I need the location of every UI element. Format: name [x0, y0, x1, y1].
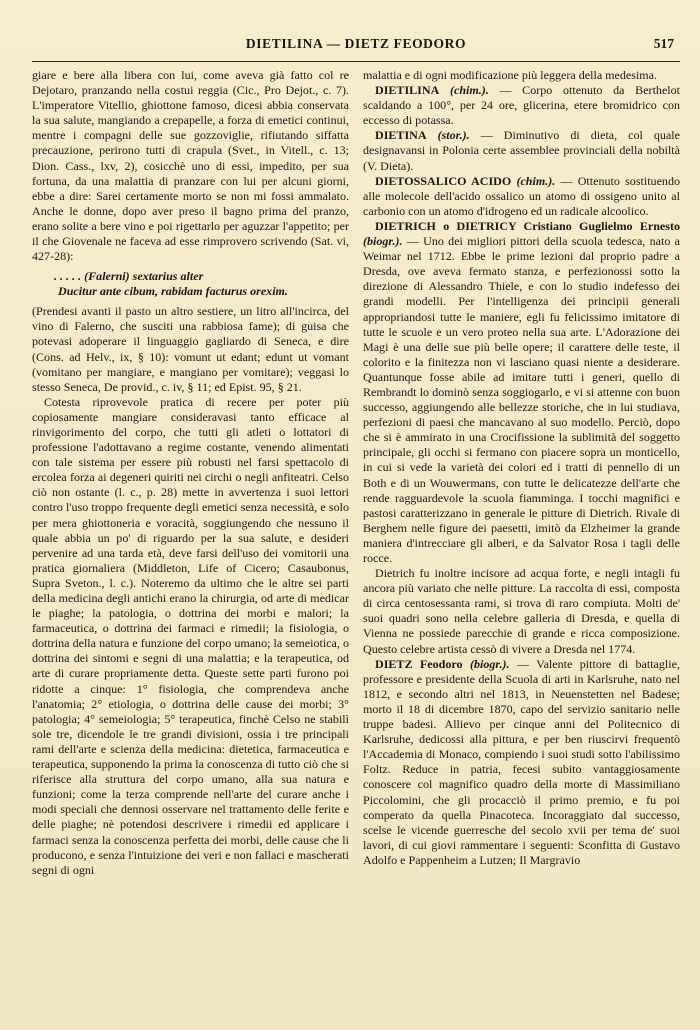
paragraph: Dietrich fu inoltre incisore ad acqua forte, e negli intagli fu ancora più variato che nelle pitture. La raccolta di essi, composta di circa centosessanta rami, si trova di raro compiuta. Molti de' suoi quadri sono nella celebre galleria di Dresda, e quella di Vienna ne possiede parecchie di grande e ricca composizione. Questo celebre artista cessò di vivere a Dresda nel 1774.	[363, 566, 680, 656]
latin-quotation	[54, 269, 349, 299]
verse-line: Ducitur ante cibum, rabidam facturus orexim.	[58, 284, 288, 299]
header-rule	[32, 61, 680, 62]
entry-dietossalico	[363, 174, 680, 219]
entry-headword: DIETRICH o DIETRICY Cristiano Guglielmo Ernesto	[375, 218, 680, 233]
entry-text: — Ottenuto sostituendo alle molecole dell'acido ossalico un atomo di ossigeno unito al carbonio con un atomo d'idrogeno ed un radicale alcoolico.	[363, 173, 680, 218]
entry-text: — Diminutivo di dieta, col quale designavansi in Polonia certe assemblee provinciali della nobiltà (V. Dieta).	[363, 128, 680, 173]
entry-category: (stor.).	[437, 128, 470, 143]
entry-category: (chim.).	[449, 83, 489, 98]
paragraph: giare e bere alla libera con lui, come aveva già fatto col re Dejotaro, pranzando nella costui reggia (Cic., Pro Dejot., c. 7). L'imperatore Vitellio, ghiottone famoso, dicesi abbia conservata la sua salute, mangiando a crepapelle, a forza di emetici continui, mentre i compagni delle sue gozzoviglie, rifiutando siffatta precauzione, perirono tutti di crapula (Svet., in Vitell., c. 13; Dion. Cass., lxv, 2), cosicchè uno di essi, impedito, per sua fortuna, da una malattia di pranzare con lui per alcuni giorni, ebbe a dire: Sarei certamente morto se non mi fossi ammalato. Anche le donne, dopo aver preso il bagno prima del pranzo, erano solite a bere vino e poi rigettarlo per aguzzar l'appetito; per il che Giovenale ne faceva ad esse rimprovero scrivendo (Sat. vi, 427-28):	[32, 68, 349, 264]
entry-dietilina	[363, 83, 680, 128]
entry-category: (biogr.).	[363, 234, 403, 249]
running-title: DIETILINA — DIETZ FEODORO	[245, 36, 467, 51]
page-number: 517	[653, 36, 674, 51]
left-column	[32, 68, 349, 1030]
entry-category: (chim.).	[516, 173, 556, 188]
entry-dietrich	[363, 219, 680, 566]
entry-dietina	[363, 128, 680, 173]
right-column	[363, 68, 680, 1030]
entry-text: — Valente pittore di battaglie, professore e presidente della Scuola di arti in Karlsruhe, nato nel 1812, e secondo altri nel 1813, in Neuenstetten nel Badese; morto il 18 di dicembre 1870, capo del servizio sanitario nelle truppe badesi. Allievo per cinque anni del Politecnico di Karlsruhe, dedicossi alla pittura, e per ben riuscirvi frequentò l'Accademia di Monaco, compiendo i suoi studi sotto l'abilissimo Foltz. Reduce in patria, fecesi subito vantaggiosamente conoscere col magnifico quadro della morte di Massimiliano Piccolomini, che gli procacciò il primo premio, e fu poi comperato da quella Pinacoteca. Incoraggiato dal successo, scelse le vicende guerresche del secolo xvii per tema de' suoi lavori, di cui giovi rammentare i seguenti: Sconfitta di Gustavo Adolfo e Pappenheim a Lutzen; Il Margravio	[363, 656, 680, 867]
entry-dietz	[363, 657, 680, 868]
entry-text: — Uno dei migliori pittori della scuola tedesca, nato a Weimar nel 1712. Ebbe le prime lezioni dal proprio padre a Dresda, ove aveva fermato stanza, e perfezionossi sotto la direzione di Alessandro Thiele, e con lo studio indefesso dei grandi modelli. Per l'intelligenza dei principii generali appropriandosi tutte le maniere, egli fu felicissimo imitatore di tutte le scuole e un vero proteo nella sua arte. L'Adorazione dei Magi è una delle sue più belle opere; il carattere delle teste, il colorito e la finitezza non vi lasciano quasi niente a desiderare. Quantunque fosse abile ad imitare tutti i generi, quello di Rembrandt lo dominò senza soggiogarlo, e vi si attenne con buon successo, aggiungendo alle bellezze storiche, che in lui studiava, perfezioni di paesi che mancavano al suo modello. Perciò, dopo che si è ammirato in una Crocifissione la sublimità del soggetto principale, gli occhi si fermano con piacere sopra un monticello, in cui si vede la varietà dei colori ed i tratti di pennello di un Both e di un Wouwermans, con tutte le delicatezze dell'arte che rende ragguardevole la scuola fiamminga. I tocchi magnifici e pastosi caratterizzano in generale le pitture di Dietrich. Rivale di Berghem nelle figure dei paesetti, imitò da Elzheimer la grande maniera d'intrecciare gli alberi, e da Salvator Rosa i tagli delle rocce.	[363, 234, 680, 565]
text-columns	[32, 68, 680, 1030]
verse-line: . . . . . (Falerni) sextarius alter	[54, 269, 204, 284]
entry-text: — Corpo ottenuto da Berthelot scaldando a 100°, per 24 ore, glicerina, etere bromidrico con eccesso di potassa.	[363, 83, 680, 128]
entry-headword: DIETILINA	[375, 83, 440, 98]
entry-category: (biogr.).	[470, 656, 510, 671]
paragraph: (Prendesi avanti il pasto un altro sestiere, un litro all'incirca, del vino di Falerno, che susciti una rabbiosa fame); di guisa che potevasi adoperare il linguaggio gagliardo di Seneca, e dire (Cons. ad Helv., ix, § 10): vomunt ut edant; edunt ut vomant (vomitano per mangiare, e mangiano per vomitare); veggasi lo stesso Seneca, De provid., c. iv, § 11; ed Epist. 95, § 21.	[32, 304, 349, 394]
entry-headword: DIETOSSALICO ACIDO	[375, 173, 512, 188]
paragraph: Cotesta riprovevole pratica di recere per poter più copiosamente mangiare consideravasi tanto efficace al rinvigorimento del corpo, che tutti gli atleti o lottatori di professione l'adottavano a regime costante, venendo alimentati con tale sistema per essere più robusti nel farsi spettacolo di ercolea forza ai degeneri quiriti nei circhi o negli anfiteatri. Celso ciò non ostante (l. c., p. 28) mette in avvertenza i suoi lettori contro l'uso troppo frequente degli emetici senza necessità, e solo per mera ghiottoneria e voracità, soggiungendo che nessuno il quale abbia un po' di riguardo per la sua salute, e desideri pervenire ad una tarda età, deve farsi dell'uso dei vomitorii una pratica giornaliera (Middleton, Life of Cicero; Casaubonus, Supra Sveton., l. c.). Noteremo da ultimo che le altre sei parti della medicina degli antichi erano la chirurgia, od arte di medicar le piaghe; la patologia, o dottrina dei morbi e malori; la farmaceutica, o dottrina dei farmaci e rimedii; la fisiologia, o dottrina della natura e funzione del corpo umano; la semeiotica, o dottrina dei sintomi e segni di una malattia; e la terapeutica, od arte di curare propriamente detta. Queste sette parti furono poi ridotte a cinque: 1° fisiologia, che comprendeva anche l'anatomia; 2° etiologia, o dottrina delle cause dei morbi; 3° patologia; 4° semeiologia; 5° terapeutica, finchè Celso ne stabilì sole tre, dicendole le tre grandi divisioni, ossia i tre principali rami dell'arte e scienza della medicina: dietetica, farmaceutica e terapeutica, supponendo la prima la conoscenza di tutto ciò che si riferisce alla struttura del corpo umano, alla sua natura e funzioni; come la terza comprende nell'arte del curare anche i modi speciali che dennosi osservare nel trattamento delle ferite e delle piaghe; nè potendosi descrivere i rimedii ed applicare i farmaci senza la conoscenza perfetta dei morbi, delle cause che li producono, e senza l'intuizione dei veri e non fallaci e mascherati segni di ogni	[32, 394, 349, 877]
entry-headword: DIETINA	[375, 128, 427, 143]
paragraph: malattia e di ogni modificazione più leggera della medesima.	[363, 68, 658, 82]
entry-headword: DIETZ Feodoro	[375, 656, 463, 671]
running-header	[32, 36, 680, 60]
